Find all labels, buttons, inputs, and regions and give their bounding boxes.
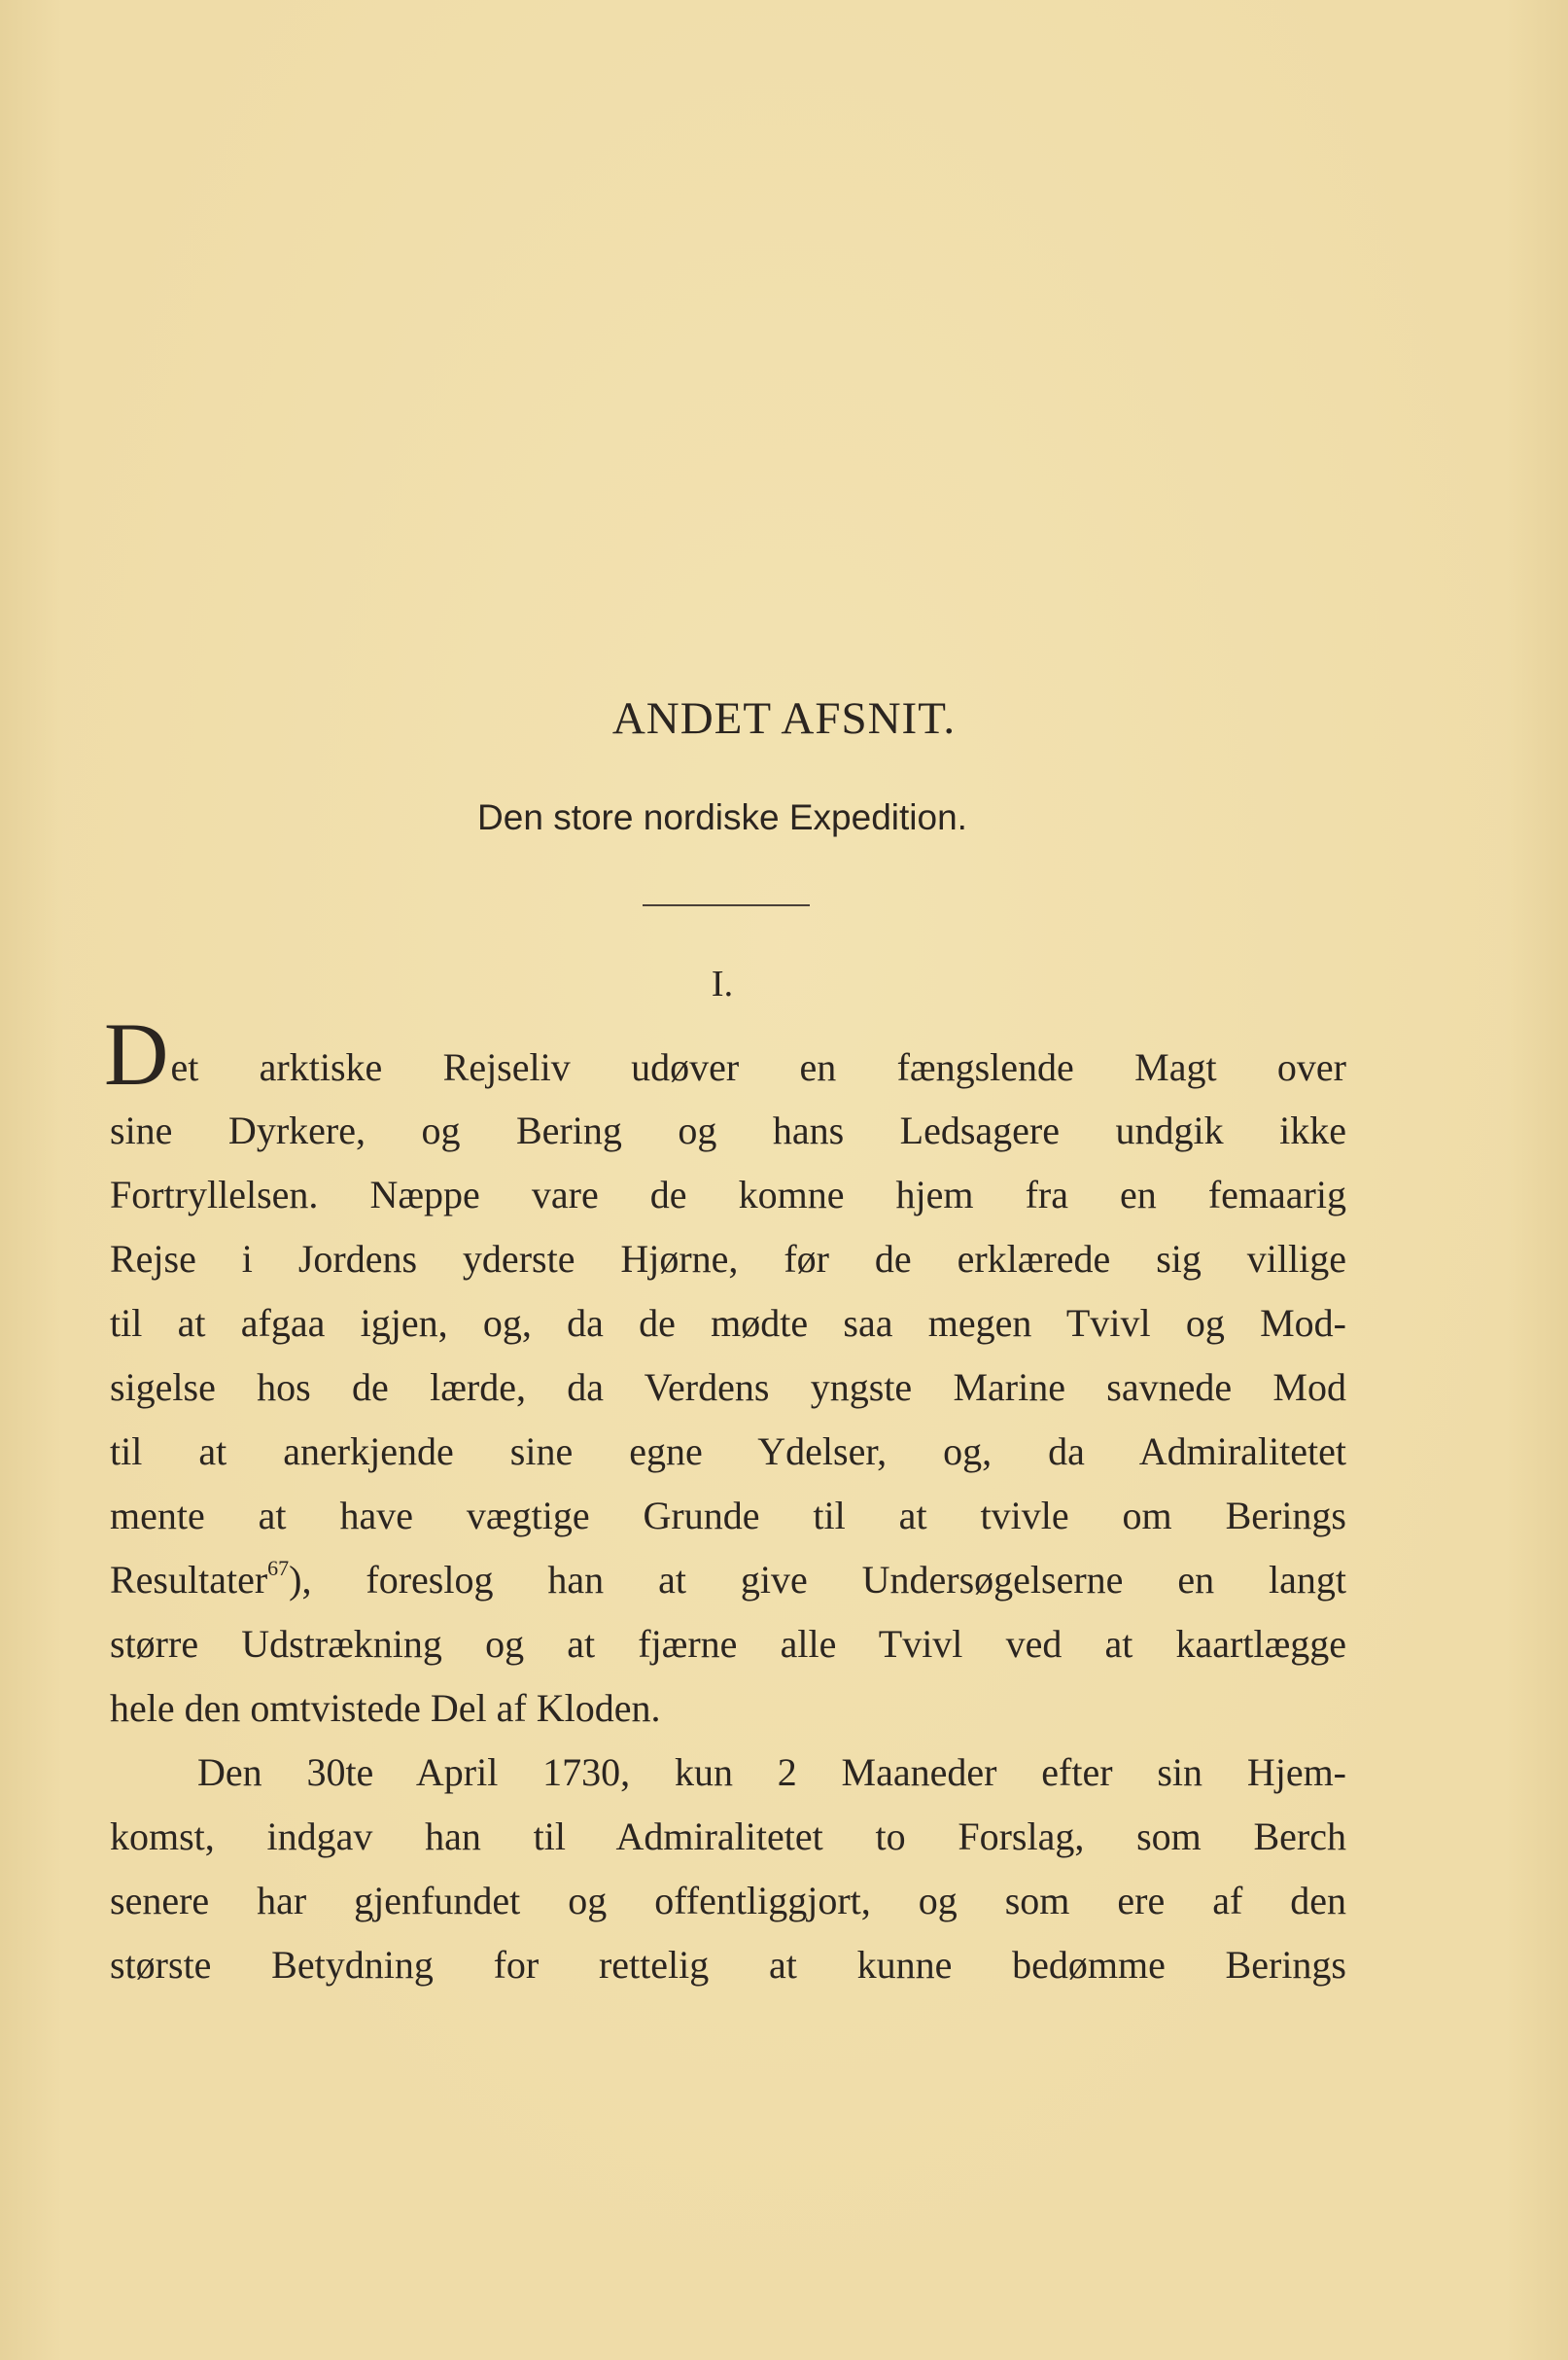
text-line: Rejse i Jordens yderste Hjørne, før de erklærede sig villige [110,1237,1346,1281]
footnote-reference[interactable]: 67 [267,1556,290,1580]
text-line: sine Dyrkere, og Bering og hans Ledsagere undgik ikke [110,1109,1346,1152]
text-line: til at afgaa igjen, og, da de mødte saa megen Tvivl og Mod- [110,1301,1346,1345]
drop-cap: D [104,1004,169,1104]
section-heading: ANDET AFSNIT. [611,693,957,744]
divider-rule [643,904,810,906]
text-line: komst, indgav han til Admiralitetet to Forslag, som Berch [110,1814,1346,1858]
text-line: større Udstrækning og at fjærne alle Tvivl ved at kaartlægge [110,1622,1346,1666]
text-line [104,1004,1346,1104]
text-line: til at anerkjende sine egne Ydelser, og, da Admiralitetet [110,1429,1346,1473]
text-line [110,1548,1346,1612]
part-number: I. [711,964,734,1004]
body-text [104,1004,1346,1997]
text-line: Den 30te April 1730, kun 2 Maaneder efter sin Hjem- [197,1750,1346,1794]
text-line: senere har gjenfundet og offentliggjort, og som ere af den [110,1879,1346,1922]
text-line: største Betydning for rettelig at kunne bedømme Berings [110,1943,1346,1987]
text-line-content: ), foreslog han at give Undersøgelserne en langt [289,1558,1346,1602]
text-line-content: Resultater [110,1558,268,1602]
chapter-subtitle: Den store nordiske Expedition. [477,797,967,837]
text-line: mente at have vægtige Grunde til at tvivle om Berings [110,1494,1346,1537]
text-line: Fortryllelsen. Næppe vare de komne hjem fra en femaarig [110,1173,1346,1216]
text-line-content: et arktiske Rejseliv udøver en fængslende Magt over [170,1045,1346,1089]
text-line: hele den omtvistede Del af Kloden. [110,1686,661,1730]
text-line: sigelse hos de lærde, da Verdens yngste Marine savnede Mod [110,1365,1346,1409]
